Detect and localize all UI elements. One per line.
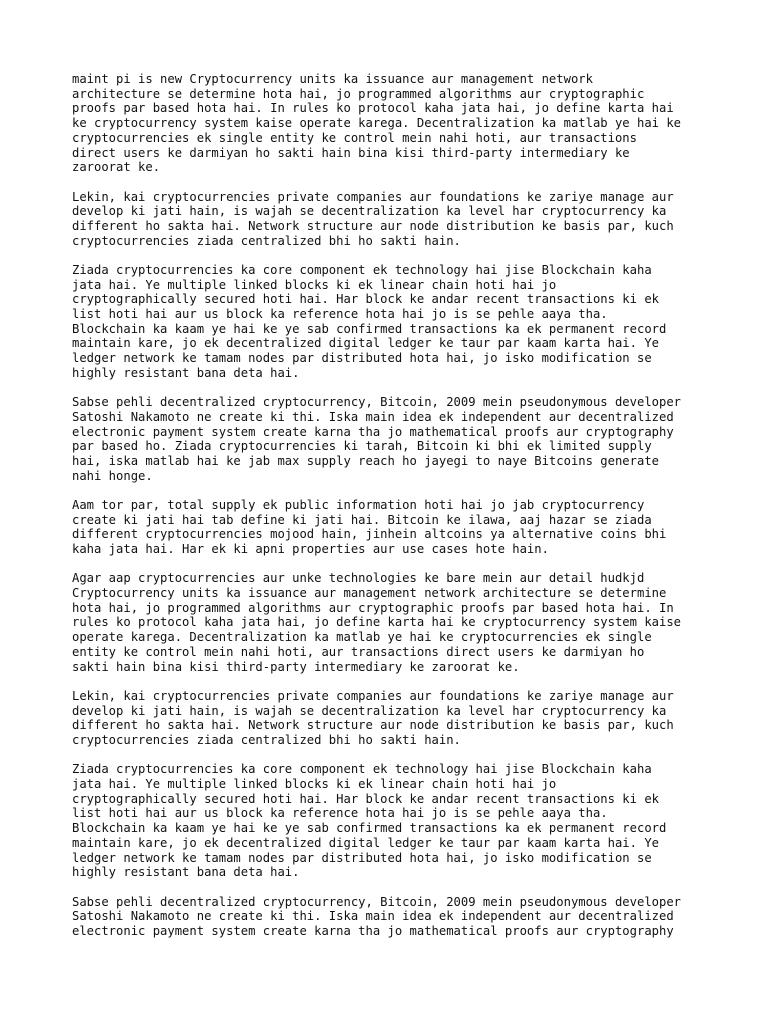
paragraph-2: Lekin, kai cryptocurrencies private companies aur foundations ke zariye manage aur develop ki jati hain, is wajah se decentralization ka level har cryptocurrency ka different ho sakta hai. Network structure aur node distribution ke basis par, kuch cryptocurrencies ziada centralized bhi ho sakti hain.: [72, 189, 674, 248]
paragraph-4: Sabse pehli decentralized cryptocurrency, Bitcoin, 2009 mein pseudonymous developer Satoshi Nakamoto ne create ki thi. Iska main idea ek independent aur decentralized electronic payment system create karna tha jo mathematical proofs aur cryptography par based ho. Ziada cryptocurrencies ki tarah, Bitcoin ki bhi ek limited supply hai, iska matlab hai ke jab max supply reach ho jayegi to naye Bitcoins generate nahi honge.: [72, 395, 682, 483]
paragraph-6: Agar aap cryptocurrencies aur unke technologies ke bare mein aur detail hudkjd Cryptocurrency units ka issuance aur management network architecture se determine hota hai, jo programmed algorithms aur cryptographic proofs par based hota hai. In rules ko protocol kaha jata hai, jo define karta hai ke cryptocurrency system kaise operate karega. Decentralization ka matlab ye hai ke cryptocurrencies ek single entity ke control mein nahi hoti, aur transactions direct users ke darmiyan ho sakti hain bina kisi third-party intermediary ke zaroorat ke.: [72, 571, 682, 674]
paragraph-1: maint pi is new Cryptocurrency units ka issuance aur management network architecture se determine hota hai, jo programmed algorithms aur cryptographic proofs par based hota hai. In rules ko protocol kaha jata hai, jo define karta hai ke cryptocurrency system kaise operate karega. Decentralization ka matlab ye hai ke cryptocurrencies ek single entity ke control mein nahi hoti, aur transactions direct users ke darmiyan ho sakti hain bina kisi third-party intermediary ke zaroorat ke.: [72, 72, 682, 175]
document-page: [72, 72, 712, 953]
paragraph-3: Ziada cryptocurrencies ka core component ek technology hai jise Blockchain kaha jata hai. Ye multiple linked blocks ki ek linear chain hoti hai jo cryptographically secured hoti hai. Har block ke andar recent transactions ki ek list hoti hai aur us block ka reference hota hai jo is se pehle aaya tha. Blockchain ka kaam ye hai ke ye sab confirmed transactions ka ek permanent record maintain kare, jo ek decentralized digital ledger ke taur par kaam karta hai. Ye ledger network ke tamam nodes par distributed hota hai, jo isko modification se highly resistant bana deta hai.: [72, 262, 667, 380]
paragraph-8: Ziada cryptocurrencies ka core component ek technology hai jise Blockchain kaha jata hai. Ye multiple linked blocks ki ek linear chain hoti hai jo cryptographically secured hoti hai. Har block ke andar recent transactions ki ek list hoti hai aur us block ka reference hota hai jo is se pehle aaya tha. Blockchain ka kaam ye hai ke ye sab confirmed transactions ka ek permanent record maintain kare, jo ek decentralized digital ledger ke taur par kaam karta hai. Ye ledger network ke tamam nodes par distributed hota hai, jo isko modification se highly resistant bana deta hai.: [72, 762, 667, 880]
paragraph-5: Aam tor par, total supply ek public information hoti hai jo jab cryptocurrency create ki jati hai tab define ki jati hai. Bitcoin ke ilawa, aaj hazar se ziada different cryptocurrencies mojood hain, jinhein altcoins ya alternative coins bhi kaha jata hai. Har ek ki apni properties aur use cases hote hain.: [72, 497, 667, 557]
paragraph-7: Lekin, kai cryptocurrencies private companies aur foundations ke zariye manage aur develop ki jati hain, is wajah se decentralization ka level har cryptocurrency ka different ho sakta hai. Network structure aur node distribution ke basis par, kuch cryptocurrencies ziada centralized bhi ho sakti hain.: [72, 688, 674, 747]
paragraph-9: Sabse pehli decentralized cryptocurrency, Bitcoin, 2009 mein pseudonymous developer Satoshi Nakamoto ne create ki thi. Iska main idea ek independent aur decentralized electronic payment system create karna tha jo mathematical proofs aur cryptography: [72, 894, 682, 938]
